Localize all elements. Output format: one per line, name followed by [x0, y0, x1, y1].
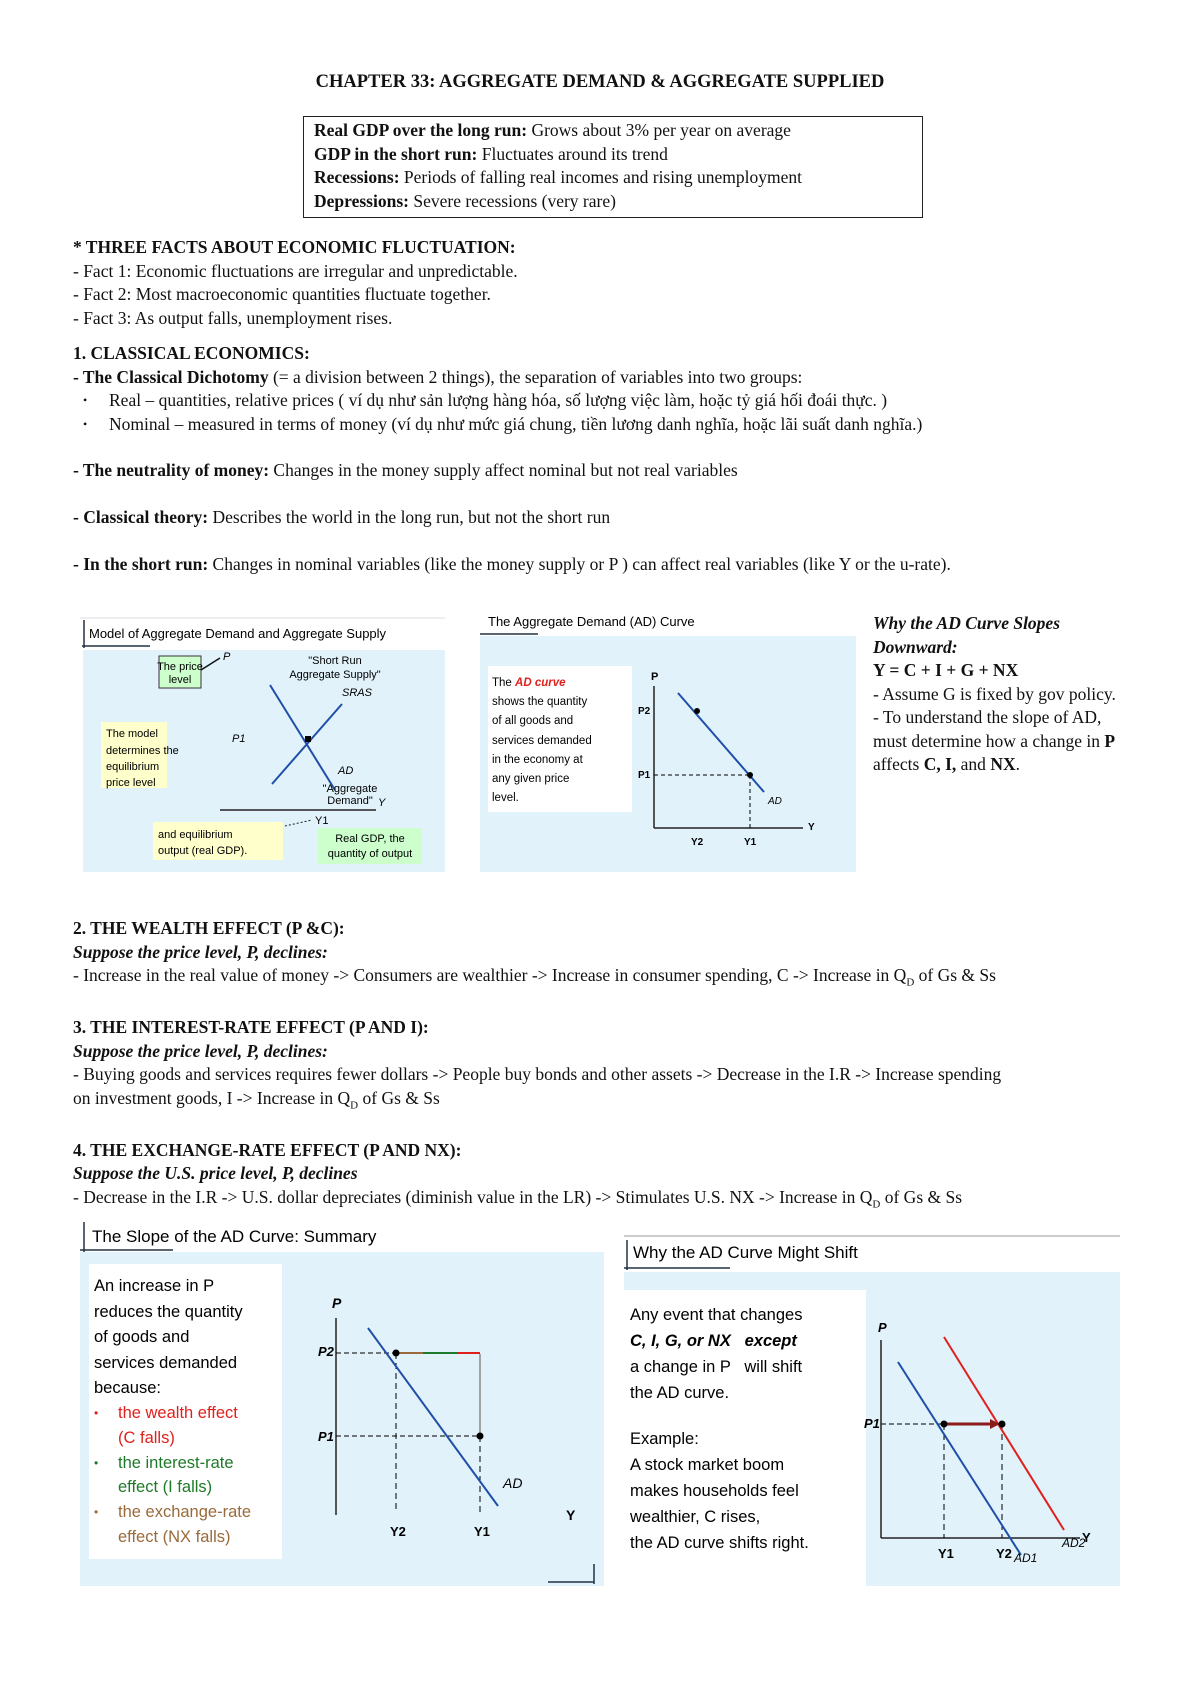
point	[999, 1421, 1006, 1428]
figure-title: Model of Aggregate Demand and Aggregate Supply	[89, 626, 387, 641]
point	[694, 708, 700, 714]
ad-as-model-figure	[80, 612, 448, 874]
neutrality-label: - The neutrality of money:	[73, 460, 270, 480]
figure-title: The Slope of the AD Curve: Summary	[92, 1227, 377, 1246]
fact-item: - Fact 3: As output falls, unemployment rises.	[73, 307, 393, 328]
text-line: wealthier, C rises,	[630, 1508, 761, 1526]
text-line: makes households feel	[630, 1482, 799, 1500]
note-text: output (real GDP).	[158, 845, 248, 857]
short-run-text: Changes in nominal variables (like the money supply or P ) can affect real variables (like Y or the u-rate).	[208, 554, 951, 574]
section-heading: Downward:	[873, 636, 958, 657]
ad-label: AD	[768, 796, 782, 807]
neutrality-line	[73, 459, 1173, 483]
summary-label: Depressions:	[314, 190, 409, 211]
summary-text: Grows about 3% per year on average	[527, 120, 791, 140]
list-item: • Nominal – measured in terms of money (ví dụ như mức giá chung, tiền lương danh nghĩa, hoặc lãi suất danh nghĩa.)	[109, 413, 1173, 437]
equilibrium-point	[305, 736, 311, 742]
axis-label-y: Y	[1082, 1530, 1091, 1545]
ad-label: AD	[338, 765, 354, 777]
text-line: the AD curve.	[630, 1384, 730, 1402]
exchange-effect-item: effect (NX falls)	[118, 1528, 231, 1546]
axis-label-y: Y	[808, 822, 815, 833]
text-line: - Assume G is fixed by gov policy.	[873, 683, 1116, 704]
interest-text: - Buying goods and services requires fewer dollars -> People buy bonds and other assets -> Decrease in the I.R -> Increase spending	[73, 1064, 1002, 1084]
sras-label: SRAS	[342, 687, 372, 699]
definition-line: The AD curve	[492, 677, 566, 689]
list-item: • Real – quantities, relative prices ( ví dụ như sản lượng hàng hóa, số lượng việc làm, hoặc tỷ giá hối đoái thực. )	[109, 389, 1173, 413]
interest-effect-item: effect (I falls)	[118, 1478, 213, 1496]
neutrality-text: Changes in the money supply affect nominal but not real variables	[269, 460, 738, 480]
wealth-effect-item: the wealth effect	[118, 1404, 238, 1422]
intro-line: reduces the quantity	[94, 1303, 243, 1321]
point	[477, 1433, 484, 1440]
point	[747, 772, 753, 778]
ad1-label: AD1	[1014, 1551, 1038, 1565]
summary-label: GDP in the short run:	[314, 143, 478, 164]
interest-text: on investment goods, I -> Increase in $Q_D$ of Gs & Ss	[73, 1087, 440, 1111]
y2-label: Y2	[691, 837, 704, 848]
ad-slope-summary-figure	[78, 1218, 606, 1588]
summary-text: Fluctuates around its trend	[477, 143, 668, 164]
text-line: must determine how a change in P	[873, 730, 1116, 751]
summary-text: Severe recessions (very rare)	[408, 190, 616, 211]
summary-label: Real GDP over the long run:	[314, 120, 528, 140]
p1-label: P1	[638, 770, 651, 781]
figure-title: Why the AD Curve Might Shift	[633, 1243, 858, 1262]
text-line: Any event that changes	[630, 1306, 803, 1324]
text-line: A stock market boom	[630, 1456, 785, 1474]
axis-label-p: P	[651, 671, 659, 683]
axis-label-y: Y	[378, 797, 386, 809]
fact-item: - Fact 1: Economic fluctuations are irregular and unpredictable.	[73, 260, 518, 281]
wealth-effect-item: (C falls)	[118, 1429, 175, 1447]
wealth-heading: 2. THE WEALTH EFFECT (P &C):	[73, 918, 345, 938]
curve-label: "Short Run	[308, 655, 362, 667]
note-text: Real GDP, the	[335, 833, 405, 845]
y1-label: Y1	[938, 1546, 954, 1561]
definition-line: level.	[492, 792, 519, 804]
interest-effect-item: the interest-rate	[118, 1454, 234, 1472]
point	[941, 1421, 948, 1428]
figure-title: The Aggregate Demand (AD) Curve	[488, 614, 695, 629]
wealth-subheading: Suppose the price level, P, declines:	[73, 941, 328, 962]
exchange-heading: 4. THE EXCHANGE-RATE EFFECT (P AND NX):	[73, 1139, 462, 1160]
intro-line: because:	[94, 1379, 161, 1397]
definition-line: of all goods and	[492, 715, 574, 727]
fact-item: - Fact 2: Most macroeconomic quantities fluctuate together.	[73, 284, 491, 304]
classical-heading: 1. CLASSICAL ECONOMICS:	[73, 343, 310, 363]
equation: Y = C + I + G + NX	[873, 660, 1019, 680]
ad-label: AD	[503, 1475, 523, 1491]
exchange-text: - Decrease in the I.R -> U.S. dollar depreciates (diminish value in the LR) -> Stimulates U.S. NX -> Increase in $Q_D$ of Gs & Ss	[73, 1186, 963, 1210]
axis-label-y: Y	[566, 1507, 576, 1523]
definition-line: any given price	[492, 773, 570, 785]
note-text: quantity of output	[327, 848, 413, 860]
dichotomy-text: (= a division between 2 things), the separation of variables into two groups:	[268, 366, 803, 387]
text-line: - To understand the slope of AD,	[873, 707, 1102, 727]
intro-line: services demanded	[94, 1354, 238, 1372]
p2-label: P2	[638, 706, 651, 717]
ad-curve-figure	[478, 608, 858, 876]
y1-label: Y1	[744, 837, 757, 848]
exchange-subheading: Suppose the U.S. price level, P, declines	[73, 1163, 358, 1183]
effects-section	[73, 917, 1183, 1217]
note-text: equilibrium	[106, 761, 160, 773]
p1-label: P1	[864, 1416, 880, 1431]
example-label: Example:	[630, 1430, 699, 1448]
dichotomy-list	[73, 389, 1173, 436]
axis-label-p: P	[332, 1295, 342, 1311]
intro-line: An increase in P	[94, 1277, 215, 1295]
dichotomy-label: - The Classical Dichotomy	[73, 366, 269, 387]
note-text: price level	[106, 777, 156, 789]
summary-label: Recessions:	[314, 167, 400, 187]
interest-heading: 3. THE INTEREST-RATE EFFECT (P AND I):	[73, 1017, 429, 1037]
p2-label: P2	[318, 1344, 334, 1359]
bullet-icon: •	[94, 1505, 99, 1519]
curve-label: Aggregate Supply"	[289, 669, 381, 681]
note-text: The model	[106, 728, 158, 740]
note-text: determines the	[106, 745, 179, 757]
axis-label-p: P	[223, 651, 231, 663]
ad-shift-figure	[622, 1232, 1122, 1588]
y1-label: Y1	[474, 1524, 490, 1539]
summary-text: Periods of falling real incomes and rising unemployment	[399, 167, 802, 187]
note-text: and equilibrium	[158, 829, 233, 841]
y1-label: Y1	[315, 815, 329, 827]
curve-label: "Aggregate	[322, 783, 378, 795]
summary-line	[314, 190, 914, 214]
why-slopes-section	[873, 612, 1193, 777]
bullet-icon: •	[94, 1406, 99, 1420]
exchange-effect-item: the exchange-rate	[118, 1503, 252, 1521]
chapter-title: CHAPTER 33: AGGREGATE DEMAND & AGGREGATE SUPPLIED	[315, 72, 885, 92]
main-text-top	[73, 236, 1173, 577]
p1-label: P1	[232, 733, 246, 745]
note-text: level	[168, 674, 192, 686]
summary-line	[314, 143, 914, 167]
intro-line: of goods and	[94, 1328, 190, 1346]
text-line: affects C, I, and NX.	[873, 754, 1020, 774]
ad2-label: AD2	[1062, 1536, 1086, 1550]
y2-label: Y2	[996, 1546, 1012, 1561]
theory-line	[73, 506, 1173, 530]
section-heading: Why the AD Curve Slopes	[873, 613, 1061, 633]
three-facts-heading: * THREE FACTS ABOUT ECONOMIC FLUCTUATION:	[73, 237, 516, 257]
curve-label: Demand"	[327, 795, 373, 807]
text-line: the AD curve shifts right.	[630, 1534, 809, 1552]
p1-label: P1	[318, 1429, 334, 1444]
definition-line: services demanded	[492, 735, 592, 747]
axis-label-p: P	[878, 1320, 887, 1335]
wealth-text: - Increase in the real value of money -> Consumers are wealthier -> Increase in consumer spending, C -> Increase in $Q_D$ of Gs & Ss	[73, 965, 996, 989]
definition-line: in the economy at	[492, 754, 583, 766]
summary-line	[314, 119, 914, 143]
short-run-line	[73, 553, 1173, 577]
interest-subheading: Suppose the price level, P, declines:	[73, 1040, 328, 1061]
text-line: C, I, G, or NX except	[630, 1332, 797, 1350]
y2-label: Y2	[390, 1524, 406, 1539]
point	[393, 1350, 400, 1357]
dichotomy-line	[73, 366, 1173, 390]
note-text: The price	[157, 661, 203, 673]
summary-box	[303, 116, 923, 218]
text-line: a change in P will shift	[630, 1358, 803, 1376]
theory-label: - Classical theory:	[73, 506, 209, 527]
definition-line: shows the quantity	[492, 696, 588, 708]
summary-line	[314, 166, 914, 190]
theory-text: Describes the world in the long run, but not the short run	[208, 506, 611, 527]
bullet-icon: •	[94, 1456, 99, 1470]
short-run-label: - In the short run:	[73, 554, 209, 574]
